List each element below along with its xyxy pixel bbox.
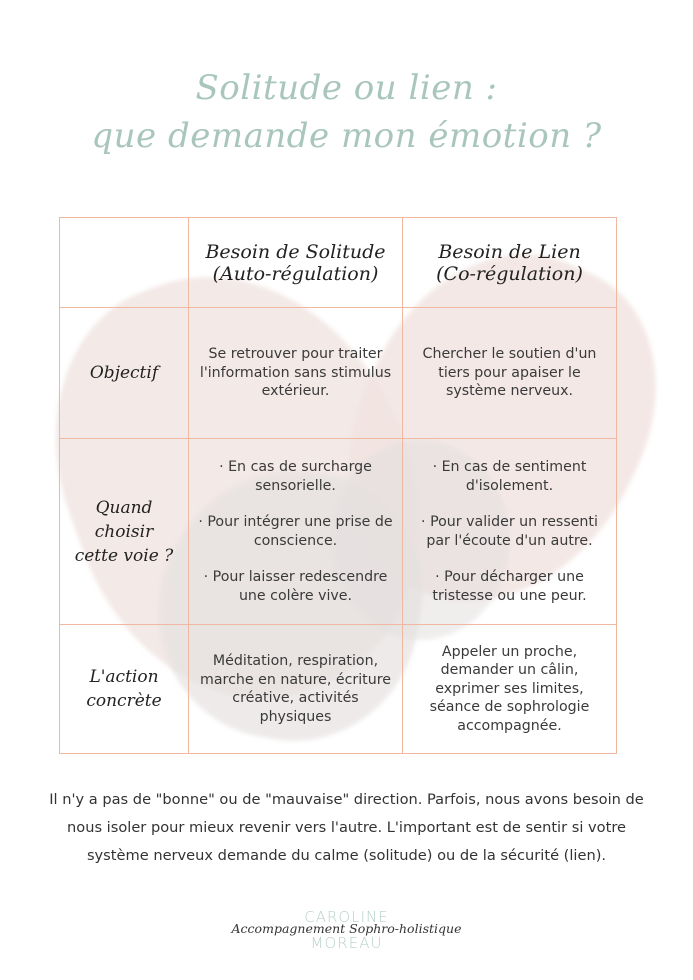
row-label — [60, 308, 189, 439]
logo-name-last: MOREAU — [310, 934, 383, 952]
bullet-item: · En cas de surcharge sensorielle. — [219, 459, 372, 494]
header-lien — [403, 218, 617, 308]
page-title-line1: Solitude ou lien : — [195, 68, 498, 108]
cell-text: Méditation, respiration, marche en nature, écriture créative, activités physiques — [200, 653, 391, 725]
cell-text: Appeler un proche, demander un câlin, exprimer ses limites, séance de sophrologie accompagnée. — [429, 643, 590, 734]
cell-solitude — [189, 308, 403, 439]
cell-lien — [403, 308, 617, 439]
table-header-row — [60, 218, 617, 308]
row-label-line: Objectif — [89, 363, 159, 383]
bullet-item: · Pour décharger une tristesse ou une peur. — [432, 569, 587, 604]
header-solitude-line2: (Auto-régulation) — [212, 262, 379, 285]
bullet-item: · En cas de sentiment d'isolement. — [432, 459, 587, 494]
bullet-item: · Pour laisser redescendre une colère vive. — [203, 569, 388, 604]
row-label-line: L'action — [89, 667, 159, 687]
header-solitude — [189, 218, 403, 308]
table-row-objectif — [60, 308, 617, 439]
row-label-line: concrète — [86, 691, 162, 711]
cell-solitude — [189, 439, 403, 625]
header-lien-line1: Besoin de Lien — [438, 240, 581, 263]
header-solitude-line1: Besoin de Solitude — [205, 240, 386, 263]
brand-logo — [0, 905, 693, 955]
page-title-line2: que demande mon émotion ? — [91, 116, 602, 156]
table-row-action — [60, 625, 617, 754]
row-label — [60, 439, 189, 625]
bullet-item: · Pour valider un ressenti par l'écoute d'un autre. — [421, 514, 598, 549]
row-label-line: choisir — [94, 521, 154, 542]
cell-text: Se retrouver pour traiter l'information sans stimulus extérieur. — [199, 346, 392, 400]
bullet-item: · Pour intégrer une prise de conscience. — [198, 514, 393, 549]
row-label — [60, 625, 189, 754]
footer-paragraph: Il n'y a pas de "bonne" ou de "mauvaise" direction. Parfois, nous avons besoin de nous isoler pour mieux revenir vers l'autre. L'important est de sentir si votre système nerveux demande du calme (solitude) ou de la sécurité (lien). — [49, 791, 644, 864]
cell-lien — [403, 625, 617, 754]
logo-name-first: CAROLINE — [304, 908, 389, 926]
header-lien-line2: (Co-régulation) — [436, 262, 583, 285]
cell-solitude — [189, 625, 403, 754]
comparison-table — [59, 217, 617, 754]
cell-text: Chercher le soutien d'un tiers pour apaiser le système nerveux. — [422, 346, 597, 400]
cell-lien — [403, 439, 617, 625]
row-label-line: Quand — [95, 497, 153, 518]
header-empty-cell — [60, 218, 189, 308]
logo-tagline: Accompagnement Sophro-holistique — [231, 921, 462, 936]
row-label-line: cette voie ? — [74, 545, 174, 566]
table-row-quand — [60, 439, 617, 625]
